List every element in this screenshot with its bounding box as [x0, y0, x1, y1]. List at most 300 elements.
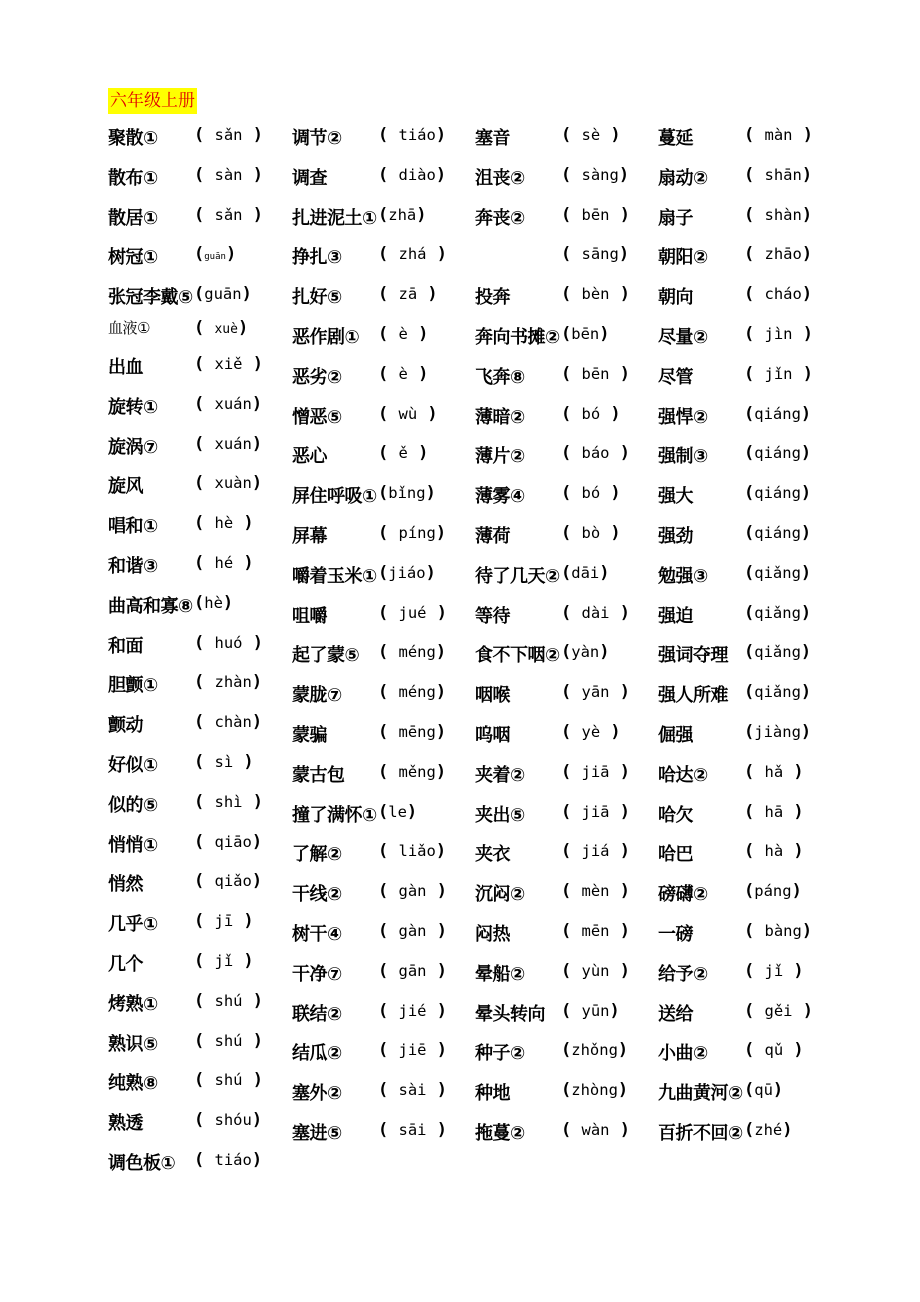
- vocab-word: 联结②: [292, 1003, 342, 1025]
- vocab-pinyin: [744, 563, 811, 583]
- vocab-pinyin: [561, 1080, 628, 1100]
- vocab-row: [292, 673, 492, 713]
- pinyin-text: diào: [398, 165, 436, 184]
- paren-close: ): [783, 801, 804, 822]
- vocab-row: [475, 116, 675, 156]
- vocab-pinyin: [744, 205, 812, 225]
- paren-open: (: [378, 483, 389, 504]
- paren-open: (: [561, 881, 582, 902]
- vocab-row: [658, 434, 858, 474]
- vocab-pinyin: [561, 443, 630, 463]
- paren-open: (: [561, 602, 582, 623]
- vocab-word: 勉强③: [658, 565, 708, 587]
- paren-open: (: [194, 632, 215, 653]
- vocab-word: 咽喉: [475, 685, 510, 707]
- vocab-pinyin: [194, 633, 263, 653]
- paren-close: ): [609, 1119, 630, 1140]
- vocab-pinyin: [744, 364, 813, 384]
- vocab-word: 似的⑤: [108, 794, 158, 816]
- vocab-row: [658, 793, 858, 833]
- paren-close: ): [800, 403, 812, 424]
- vocab-row: [292, 753, 492, 793]
- vocab-pinyin: [744, 483, 811, 503]
- vocab-word: 恶心: [292, 446, 327, 468]
- paren-open: (: [194, 751, 215, 772]
- paren-open: (: [378, 801, 389, 822]
- paren-close: ): [617, 1040, 629, 1061]
- paren-close: ): [407, 443, 429, 464]
- vocab-pinyin: [744, 722, 811, 742]
- paren-close: ): [251, 871, 263, 892]
- pinyin-text: sài: [398, 1081, 427, 1100]
- vocab-row: [475, 315, 675, 355]
- paren-open: (: [744, 1000, 765, 1021]
- vocab-word: 磅礴②: [658, 884, 708, 906]
- paren-open: (: [378, 1080, 399, 1101]
- pinyin-text: qiáng: [754, 404, 801, 423]
- paren-close: ): [792, 1000, 813, 1021]
- vocab-word: 种地: [475, 1083, 510, 1105]
- vocab-row: [475, 633, 675, 673]
- pinyin-text: zhé: [754, 1120, 783, 1139]
- vocab-row: [475, 395, 675, 435]
- paren-open: (: [744, 761, 765, 782]
- vocab-pinyin: [378, 364, 428, 384]
- vocab-word: 颤动: [108, 715, 143, 737]
- paren-open: (: [378, 1000, 399, 1021]
- paren-open: (: [378, 562, 389, 583]
- pinyin-text: bēn: [581, 364, 610, 383]
- vocab-row: [475, 275, 675, 315]
- vocab-row: [658, 832, 858, 872]
- paren-open: (: [378, 164, 399, 185]
- vocab-word: 出血: [108, 356, 143, 378]
- pinyin-text: mēng: [398, 722, 436, 741]
- vocab-pinyin: [744, 1040, 804, 1060]
- vocab-word: 拖蔓②: [475, 1122, 525, 1144]
- vocab-word: 强词夺理: [658, 645, 728, 667]
- vocab-word: 调查: [292, 167, 327, 189]
- vocab-word: 晕头转向: [475, 1003, 545, 1025]
- vocab-pinyin: [194, 318, 248, 338]
- paren-open: (: [194, 1070, 215, 1091]
- vocab-pinyin: [194, 125, 263, 145]
- vocab-row: [292, 1071, 492, 1111]
- paren-close: ): [600, 403, 621, 424]
- vocab-pinyin: [194, 244, 236, 264]
- vocab-word: 塞音: [475, 128, 510, 149]
- vocab-row: [475, 912, 675, 952]
- pinyin-text: xuán: [214, 394, 252, 413]
- paren-open: (: [194, 204, 215, 225]
- paren-open: (: [378, 920, 399, 941]
- paren-close: ): [242, 632, 263, 653]
- pinyin-text: báo: [581, 444, 610, 463]
- vocab-word: 扎好⑤: [292, 287, 342, 309]
- paren-close: ): [435, 522, 447, 543]
- vocab-pinyin: [561, 841, 630, 861]
- paren-close: ): [233, 751, 254, 772]
- pinyin-text: zhá: [398, 245, 427, 264]
- pinyin-text: shān: [764, 165, 802, 184]
- paren-open: (: [378, 443, 399, 464]
- vocab-pinyin: [378, 404, 438, 424]
- vocab-pinyin: [378, 1120, 447, 1140]
- pinyin-text: gěi: [764, 1001, 793, 1020]
- paren-close: ): [435, 761, 447, 782]
- vocab-row: [658, 713, 858, 753]
- vocab-word: 起了蒙⑤: [292, 645, 360, 667]
- paren-open: (: [194, 950, 215, 971]
- vocab-word: 强人所难: [658, 685, 728, 707]
- vocab-pinyin: [194, 553, 254, 573]
- vocab-row: [108, 156, 308, 196]
- vocab-row: [658, 633, 858, 673]
- paren-close: ): [618, 244, 630, 265]
- vocab-row: [658, 1071, 858, 1111]
- paren-close: ): [609, 284, 630, 305]
- vocab-row: [658, 1031, 858, 1071]
- vocab-row: [108, 703, 308, 743]
- vocab-row: [108, 1022, 308, 1062]
- vocab-pinyin: [561, 642, 610, 662]
- paren-open: (: [744, 920, 765, 941]
- pinyin-text: jiā: [581, 802, 610, 821]
- vocab-word: 散居①: [108, 207, 158, 229]
- vocab-word: 几乎①: [108, 914, 158, 936]
- vocab-word: 蒙古包: [292, 764, 345, 786]
- paren-close: ): [618, 164, 630, 185]
- paren-open: (: [378, 403, 399, 424]
- vocab-row: [292, 116, 492, 156]
- vocab-pinyin: [194, 354, 263, 374]
- vocab-pinyin: [194, 832, 262, 852]
- pinyin-text: hé: [214, 553, 234, 572]
- vocab-row: [108, 345, 308, 385]
- paren-close: ): [426, 920, 447, 941]
- pinyin-text: bèn: [581, 285, 610, 304]
- pinyin-text: hǎ: [764, 762, 784, 781]
- paren-open: (: [378, 841, 399, 862]
- paren-open: (: [194, 672, 215, 693]
- pinyin-text: xuàn: [214, 474, 252, 493]
- vocab-word: 强迫: [658, 605, 693, 627]
- vocab-word: 唱和①: [108, 516, 158, 538]
- vocab-word: 九曲黄河②: [658, 1083, 743, 1105]
- vocab-row: [475, 514, 675, 554]
- vocab-row: [475, 713, 675, 753]
- paren-close: ): [233, 911, 254, 932]
- vocab-row: [108, 504, 308, 544]
- vocab-pinyin: [194, 513, 254, 533]
- vocab-row: [108, 902, 308, 942]
- vocab-pinyin: [561, 165, 629, 185]
- paren-close: ): [609, 841, 630, 862]
- pinyin-text: méng: [398, 683, 436, 702]
- vocab-word: 结瓜②: [292, 1043, 342, 1065]
- pinyin-text: sè: [581, 126, 601, 144]
- vocab-row: [658, 992, 858, 1032]
- paren-open: (: [194, 473, 215, 494]
- vocab-word: 哈欠: [658, 804, 693, 826]
- vocab-pinyin: [744, 324, 813, 344]
- pinyin-text: dài: [581, 603, 610, 622]
- pinyin-text: yān: [581, 683, 610, 702]
- vocab-word: 旋风: [108, 476, 143, 498]
- vocab-pinyin: [378, 205, 427, 225]
- vocab-word: 和谐③: [108, 555, 158, 577]
- vocab-row: [475, 872, 675, 912]
- paren-open: (: [194, 712, 215, 733]
- vocab-row: [292, 275, 492, 315]
- paren-close: ): [222, 592, 234, 613]
- vocab-word: 扇动②: [658, 167, 708, 189]
- paren-close: ): [599, 323, 610, 344]
- paren-close: ): [242, 990, 263, 1011]
- vocab-row: [292, 554, 492, 594]
- paren-close: ): [609, 682, 630, 703]
- vocab-pinyin: [194, 792, 263, 812]
- paren-close: ): [416, 204, 427, 225]
- vocab-word: 屏住呼吸①: [292, 486, 377, 508]
- pinyin-text: xuán: [214, 434, 252, 453]
- vocab-row: [292, 156, 492, 196]
- vocab-word: 扎进泥土①: [292, 207, 377, 229]
- paren-close: ): [800, 602, 812, 623]
- pinyin-text: ě: [398, 444, 408, 463]
- pinyin-text: qiáng: [754, 523, 801, 542]
- paren-close: ): [600, 522, 621, 543]
- paren-close: ): [783, 841, 804, 862]
- pinyin-text: bó: [581, 484, 601, 503]
- vocab-row: [108, 544, 308, 584]
- vocab-word: 血液①: [108, 318, 150, 337]
- paren-close: ): [426, 960, 447, 981]
- pinyin-text: bǐng: [388, 484, 426, 503]
- vocab-word: 薄暗②: [475, 406, 525, 428]
- vocab-row: [658, 594, 858, 634]
- pinyin-text: jìn: [764, 324, 793, 343]
- paren-open: (: [378, 284, 399, 305]
- vocab-pinyin: [194, 991, 263, 1011]
- vocab-pinyin: [378, 483, 436, 503]
- paren-open: (: [744, 1080, 755, 1101]
- vocab-row: [475, 554, 675, 594]
- vocab-word: 尽管: [658, 366, 693, 388]
- vocab-pinyin: [194, 1031, 263, 1051]
- paren-open: (: [194, 871, 215, 892]
- vocab-pinyin: [194, 1110, 262, 1130]
- vocab-pinyin: [194, 434, 262, 454]
- paren-close: ): [233, 552, 254, 573]
- pinyin-text: qiāo: [214, 832, 252, 851]
- vocab-pinyin: [194, 951, 254, 971]
- vocab-pinyin: [561, 244, 629, 264]
- vocab-row: [108, 464, 308, 504]
- pinyin-text: jiá: [581, 842, 610, 861]
- paren-close: ): [609, 443, 630, 464]
- paren-open: (: [744, 602, 755, 623]
- vocab-pinyin: [561, 961, 630, 981]
- paren-close: ): [406, 801, 418, 822]
- paren-open: (: [194, 393, 215, 414]
- vocab-row: [108, 315, 308, 345]
- vocab-word: 恶作剧①: [292, 326, 360, 348]
- vocab-pinyin: [194, 712, 262, 732]
- vocab-row: [658, 952, 858, 992]
- pinyin-text: wù: [398, 404, 418, 423]
- paren-close: ): [426, 1080, 447, 1101]
- vocab-row: [658, 673, 858, 713]
- vocab-row: [475, 1031, 675, 1071]
- paren-open: (: [378, 761, 399, 782]
- pinyin-text: páng: [754, 882, 792, 901]
- vocab-pinyin: [378, 722, 446, 742]
- paren-close: ): [251, 433, 263, 454]
- vocab-word: 张冠李戴⑤: [108, 287, 193, 309]
- paren-close: ): [233, 513, 254, 534]
- vocab-word: 扇子: [658, 207, 693, 229]
- paren-close: ): [407, 323, 429, 344]
- paren-open: (: [561, 244, 582, 265]
- vocab-row: [475, 196, 675, 236]
- vocab-pinyin: [744, 961, 804, 981]
- vocab-pinyin: [194, 205, 263, 225]
- paren-open: (: [194, 911, 215, 932]
- paren-open: (: [744, 1040, 765, 1061]
- paren-open: (: [194, 831, 215, 852]
- paren-close: ): [242, 791, 263, 812]
- vocab-pinyin: [744, 642, 811, 662]
- paren-open: (: [378, 204, 389, 225]
- vocab-pinyin: [744, 921, 812, 941]
- paren-open: (: [744, 323, 765, 344]
- paren-open: (: [744, 1119, 755, 1140]
- vocab-word: 散布①: [108, 167, 158, 189]
- vocab-word: 待了几天②: [475, 565, 560, 587]
- vocab-word: 哈达②: [658, 764, 708, 786]
- vocab-word: 夹着②: [475, 764, 525, 786]
- vocab-word: 蔓延: [658, 128, 693, 149]
- paren-open: (: [561, 323, 572, 344]
- paren-close: ): [792, 125, 813, 145]
- paren-close: ): [791, 881, 802, 902]
- vocab-word: 百折不回②: [658, 1122, 743, 1144]
- vocab-word: 曲高和寡⑧: [108, 595, 193, 617]
- vocab-word: 种子②: [475, 1043, 525, 1065]
- vocab-pinyin: [561, 205, 630, 225]
- paren-open: (: [194, 592, 205, 613]
- paren-close: ): [801, 164, 813, 185]
- paren-open: (: [378, 1119, 399, 1140]
- pinyin-text: chàn: [214, 713, 252, 732]
- vocab-row: [475, 355, 675, 395]
- pinyin-text: qiáng: [754, 444, 801, 463]
- paren-close: ): [417, 284, 438, 305]
- pinyin-text: bēn: [571, 324, 600, 343]
- vocab-row: [108, 942, 308, 982]
- paren-close: ): [241, 284, 252, 305]
- pinyin-text: sǎn: [214, 205, 243, 224]
- vocab-pinyin: [744, 523, 811, 543]
- vocab-word: 干线②: [292, 884, 342, 906]
- pinyin-text: tiáo: [214, 1150, 252, 1169]
- vocab-word: 调节②: [292, 128, 342, 149]
- pinyin-text: yàn: [571, 643, 600, 662]
- vocab-pinyin: [744, 1080, 783, 1100]
- vocab-pinyin: [561, 523, 621, 543]
- vocab-row: [475, 992, 675, 1032]
- paren-open: (: [744, 284, 765, 305]
- paren-open: (: [194, 164, 215, 185]
- paren-close: ): [237, 317, 249, 338]
- pinyin-text: guān: [204, 252, 226, 263]
- vocab-pinyin: [744, 1120, 793, 1140]
- vocab-row: [292, 793, 492, 833]
- pinyin-text: guān: [204, 285, 242, 304]
- vocab-word: 闷热: [475, 923, 510, 945]
- vocab-pinyin: [378, 841, 446, 861]
- vocab-row: [658, 514, 858, 554]
- pinyin-text: jǐ: [764, 961, 784, 980]
- pinyin-text: jī: [214, 912, 234, 931]
- vocab-row: [292, 633, 492, 673]
- paren-open: (: [378, 363, 399, 384]
- vocab-pinyin: [194, 871, 262, 891]
- vocab-word: 奔丧②: [475, 207, 525, 229]
- vocab-word: 憎恶⑤: [292, 406, 342, 428]
- paren-open: (: [194, 791, 215, 812]
- paren-close: ): [609, 761, 630, 782]
- vocab-pinyin: [194, 1070, 263, 1090]
- paren-open: (: [561, 483, 582, 504]
- vocab-pinyin: [378, 642, 446, 662]
- vocab-row: [658, 196, 858, 236]
- vocab-row: [658, 912, 858, 952]
- vocab-row: [292, 594, 492, 634]
- vocab-row: [108, 385, 308, 425]
- pinyin-text: hā: [764, 802, 784, 821]
- vocab-column: [292, 116, 492, 1151]
- vocab-row: [658, 554, 858, 594]
- paren-open: (: [744, 721, 755, 742]
- paren-open: (: [194, 1149, 215, 1170]
- paren-open: (: [561, 841, 582, 862]
- vocab-row: [292, 315, 492, 355]
- vocab-pinyin: [561, 722, 621, 742]
- vocab-pinyin: [744, 284, 812, 304]
- paren-open: (: [744, 522, 755, 543]
- vocab-pinyin: [561, 682, 630, 702]
- vocab-word: 屏幕: [292, 525, 327, 547]
- vocab-word: 恶劣②: [292, 366, 342, 388]
- paren-open: (: [194, 125, 215, 145]
- vocab-pinyin: [744, 125, 813, 145]
- paren-close: ): [609, 1000, 620, 1021]
- vocab-pinyin: [378, 1040, 447, 1060]
- vocab-word: 沉闷②: [475, 884, 525, 906]
- paren-open: (: [378, 323, 399, 344]
- vocab-word: 熟识⑤: [108, 1033, 158, 1055]
- vocab-pinyin: [194, 473, 262, 493]
- paren-close: ): [435, 682, 447, 703]
- paren-close: ): [242, 164, 263, 185]
- vocab-row: [292, 992, 492, 1032]
- pinyin-text: wàn: [581, 1120, 610, 1139]
- vocab-word: 调色板①: [108, 1152, 176, 1174]
- vocab-word: 强大: [658, 486, 693, 508]
- paren-open: (: [744, 244, 765, 265]
